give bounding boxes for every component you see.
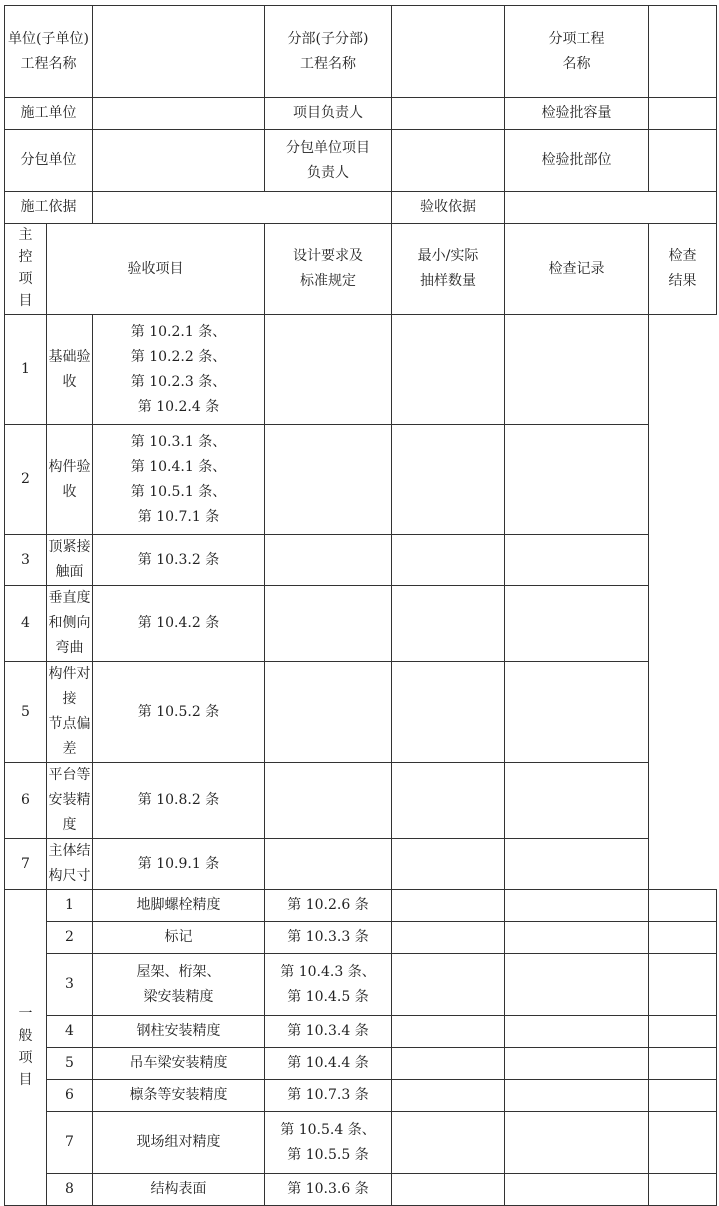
check-result-cell[interactable]	[649, 1112, 717, 1174]
sample-count-cell[interactable]	[392, 954, 505, 1016]
check-record-cell[interactable]	[505, 1112, 649, 1174]
item-requirement: 第 10.4.3 条、 第 10.4.5 条	[265, 954, 392, 1016]
sample-count-cell[interactable]	[392, 1048, 505, 1080]
sample-count-header: 最小/实际 抽样数量	[392, 224, 505, 315]
item-number: 2	[5, 425, 47, 535]
sub-project-manager-label: 分包单位项目 负责人	[265, 130, 392, 192]
item-name: 垂直度 和侧向弯曲	[47, 586, 93, 662]
sample-count-cell[interactable]	[392, 1112, 505, 1174]
construction-basis-field[interactable]	[93, 192, 392, 224]
sample-count-cell[interactable]	[265, 315, 392, 425]
table-row	[5, 839, 717, 890]
item-name: 顶紧接触面	[47, 535, 93, 586]
check-record-cell[interactable]	[505, 1048, 649, 1080]
general-group-label: 一般项目	[5, 890, 47, 1206]
subcontractor-label: 分包单位	[5, 130, 93, 192]
item-name: 构件对接 节点偏差	[47, 662, 93, 763]
item-number: 4	[47, 1016, 93, 1048]
contractor-field[interactable]	[93, 98, 265, 130]
check-record-cell[interactable]	[505, 1174, 649, 1206]
table-row	[5, 535, 717, 586]
item-name: 主体结构尺寸	[47, 839, 93, 890]
check-result-cell[interactable]	[649, 922, 717, 954]
sample-count-cell[interactable]	[265, 425, 392, 535]
sample-count-cell[interactable]	[265, 535, 392, 586]
sample-count-cell[interactable]	[392, 1080, 505, 1112]
item-requirement: 第 10.3.2 条	[93, 535, 265, 586]
item-number: 8	[47, 1174, 93, 1206]
check-record-cell[interactable]	[392, 535, 505, 586]
item-requirement: 第 10.4.4 条	[265, 1048, 392, 1080]
sample-count-cell[interactable]	[265, 839, 392, 890]
item-requirement: 第 10.2.6 条	[265, 890, 392, 922]
subitem-project-name-label: 分项工程 名称	[505, 6, 649, 98]
check-result-cell[interactable]	[649, 1174, 717, 1206]
item-number: 1	[5, 315, 47, 425]
table-row	[5, 662, 717, 763]
item-requirement: 第 10.7.3 条	[265, 1080, 392, 1112]
division-project-name-field[interactable]	[392, 6, 505, 98]
item-name: 钢柱安装精度	[93, 1016, 265, 1048]
item-name: 檩条等安装精度	[93, 1080, 265, 1112]
item-requirement: 第 10.5.4 条、 第 10.5.5 条	[265, 1112, 392, 1174]
item-name: 构件验收	[47, 425, 93, 535]
check-result-cell[interactable]	[649, 1048, 717, 1080]
table-row	[5, 954, 717, 1016]
check-result-cell[interactable]	[505, 763, 649, 839]
table-row	[5, 315, 717, 425]
sample-count-cell[interactable]	[392, 1174, 505, 1206]
item-requirement: 第 10.4.2 条	[93, 586, 265, 662]
item-number: 7	[47, 1112, 93, 1174]
item-number: 2	[47, 922, 93, 954]
check-record-cell[interactable]	[392, 839, 505, 890]
check-record-cell[interactable]	[505, 1080, 649, 1112]
inspection-lot-form	[4, 5, 717, 1206]
item-number: 3	[5, 535, 47, 586]
lot-capacity-field[interactable]	[649, 98, 717, 130]
check-result-cell[interactable]	[505, 662, 649, 763]
subcontractor-field[interactable]	[93, 130, 265, 192]
check-record-cell[interactable]	[392, 315, 505, 425]
check-result-header: 检查 结果	[649, 224, 717, 315]
check-record-cell[interactable]	[392, 586, 505, 662]
item-requirement: 第 10.3.1 条、 第 10.4.1 条、 第 10.5.1 条、 第 10.7.1 条	[93, 425, 265, 535]
check-result-cell[interactable]	[505, 315, 649, 425]
sample-count-cell[interactable]	[265, 763, 392, 839]
check-record-cell[interactable]	[505, 890, 649, 922]
table-row	[5, 890, 717, 922]
check-result-cell[interactable]	[505, 839, 649, 890]
check-result-cell[interactable]	[649, 1016, 717, 1048]
construction-basis-label: 施工依据	[5, 192, 93, 224]
check-record-cell[interactable]	[505, 954, 649, 1016]
division-project-name-label: 分部(子分部) 工程名称	[265, 6, 392, 98]
item-number: 4	[5, 586, 47, 662]
check-result-cell[interactable]	[649, 954, 717, 1016]
item-number: 6	[5, 763, 47, 839]
check-result-cell[interactable]	[505, 586, 649, 662]
check-result-cell[interactable]	[505, 535, 649, 586]
item-requirement: 第 10.5.2 条	[93, 662, 265, 763]
item-name: 地脚螺栓精度	[93, 890, 265, 922]
check-result-cell[interactable]	[649, 1080, 717, 1112]
item-requirement: 第 10.2.1 条、 第 10.2.2 条、 第 10.2.3 条、 第 10.2.4 条	[93, 315, 265, 425]
table-row	[5, 586, 717, 662]
item-requirement: 第 10.8.2 条	[93, 763, 265, 839]
table-row	[5, 425, 717, 535]
item-number: 5	[5, 662, 47, 763]
check-record-cell[interactable]	[505, 1016, 649, 1048]
lot-location-label: 检验批部位	[505, 130, 649, 192]
item-name: 平台等安装精度	[47, 763, 93, 839]
main-control-group-label: 主控项目	[5, 224, 47, 315]
item-requirement: 第 10.9.1 条	[93, 839, 265, 890]
item-name: 吊车梁安装精度	[93, 1048, 265, 1080]
check-result-cell[interactable]	[505, 425, 649, 535]
acceptance-basis-label: 验收依据	[392, 192, 505, 224]
table-row	[5, 1080, 717, 1112]
item-name: 基础验收	[47, 315, 93, 425]
sample-count-cell[interactable]	[392, 890, 505, 922]
sample-count-cell[interactable]	[392, 922, 505, 954]
check-record-cell[interactable]	[392, 425, 505, 535]
check-record-header: 检查记录	[505, 224, 649, 315]
table-row	[5, 1112, 717, 1174]
item-requirement: 第 10.3.4 条	[265, 1016, 392, 1048]
table-row	[5, 922, 717, 954]
contractor-label: 施工单位	[5, 98, 93, 130]
lot-location-field[interactable]	[649, 130, 717, 192]
item-name: 结构表面	[93, 1174, 265, 1206]
project-manager-field[interactable]	[392, 98, 505, 130]
unit-project-name-label: 单位(子单位) 工程名称	[5, 6, 93, 98]
item-number: 1	[47, 890, 93, 922]
item-requirement: 第 10.3.3 条	[265, 922, 392, 954]
item-number: 5	[47, 1048, 93, 1080]
item-number: 7	[5, 839, 47, 890]
check-record-cell[interactable]	[505, 922, 649, 954]
sample-count-cell[interactable]	[265, 662, 392, 763]
subitem-project-name-field[interactable]	[649, 6, 717, 98]
table-row	[5, 1048, 717, 1080]
table-row	[5, 763, 717, 839]
check-record-cell[interactable]	[392, 763, 505, 839]
sample-count-cell[interactable]	[265, 586, 392, 662]
table-row	[5, 1016, 717, 1048]
project-manager-label: 项目负责人	[265, 98, 392, 130]
table-row	[5, 1174, 717, 1206]
check-record-cell[interactable]	[392, 662, 505, 763]
item-name: 标记	[93, 922, 265, 954]
item-number: 3	[47, 954, 93, 1016]
lot-capacity-label: 检验批容量	[505, 98, 649, 130]
item-requirement: 第 10.3.6 条	[265, 1174, 392, 1206]
item-name: 现场组对精度	[93, 1112, 265, 1174]
acceptance-basis-field[interactable]	[505, 192, 717, 224]
sub-project-manager-field[interactable]	[392, 130, 505, 192]
unit-project-name-field[interactable]	[93, 6, 265, 98]
acceptance-item-header: 验收项目	[47, 224, 265, 315]
requirement-header: 设计要求及 标准规定	[265, 224, 392, 315]
check-result-cell[interactable]	[649, 890, 717, 922]
item-name: 屋架、桁架、 梁安装精度	[93, 954, 265, 1016]
item-number: 6	[47, 1080, 93, 1112]
sample-count-cell[interactable]	[392, 1016, 505, 1048]
